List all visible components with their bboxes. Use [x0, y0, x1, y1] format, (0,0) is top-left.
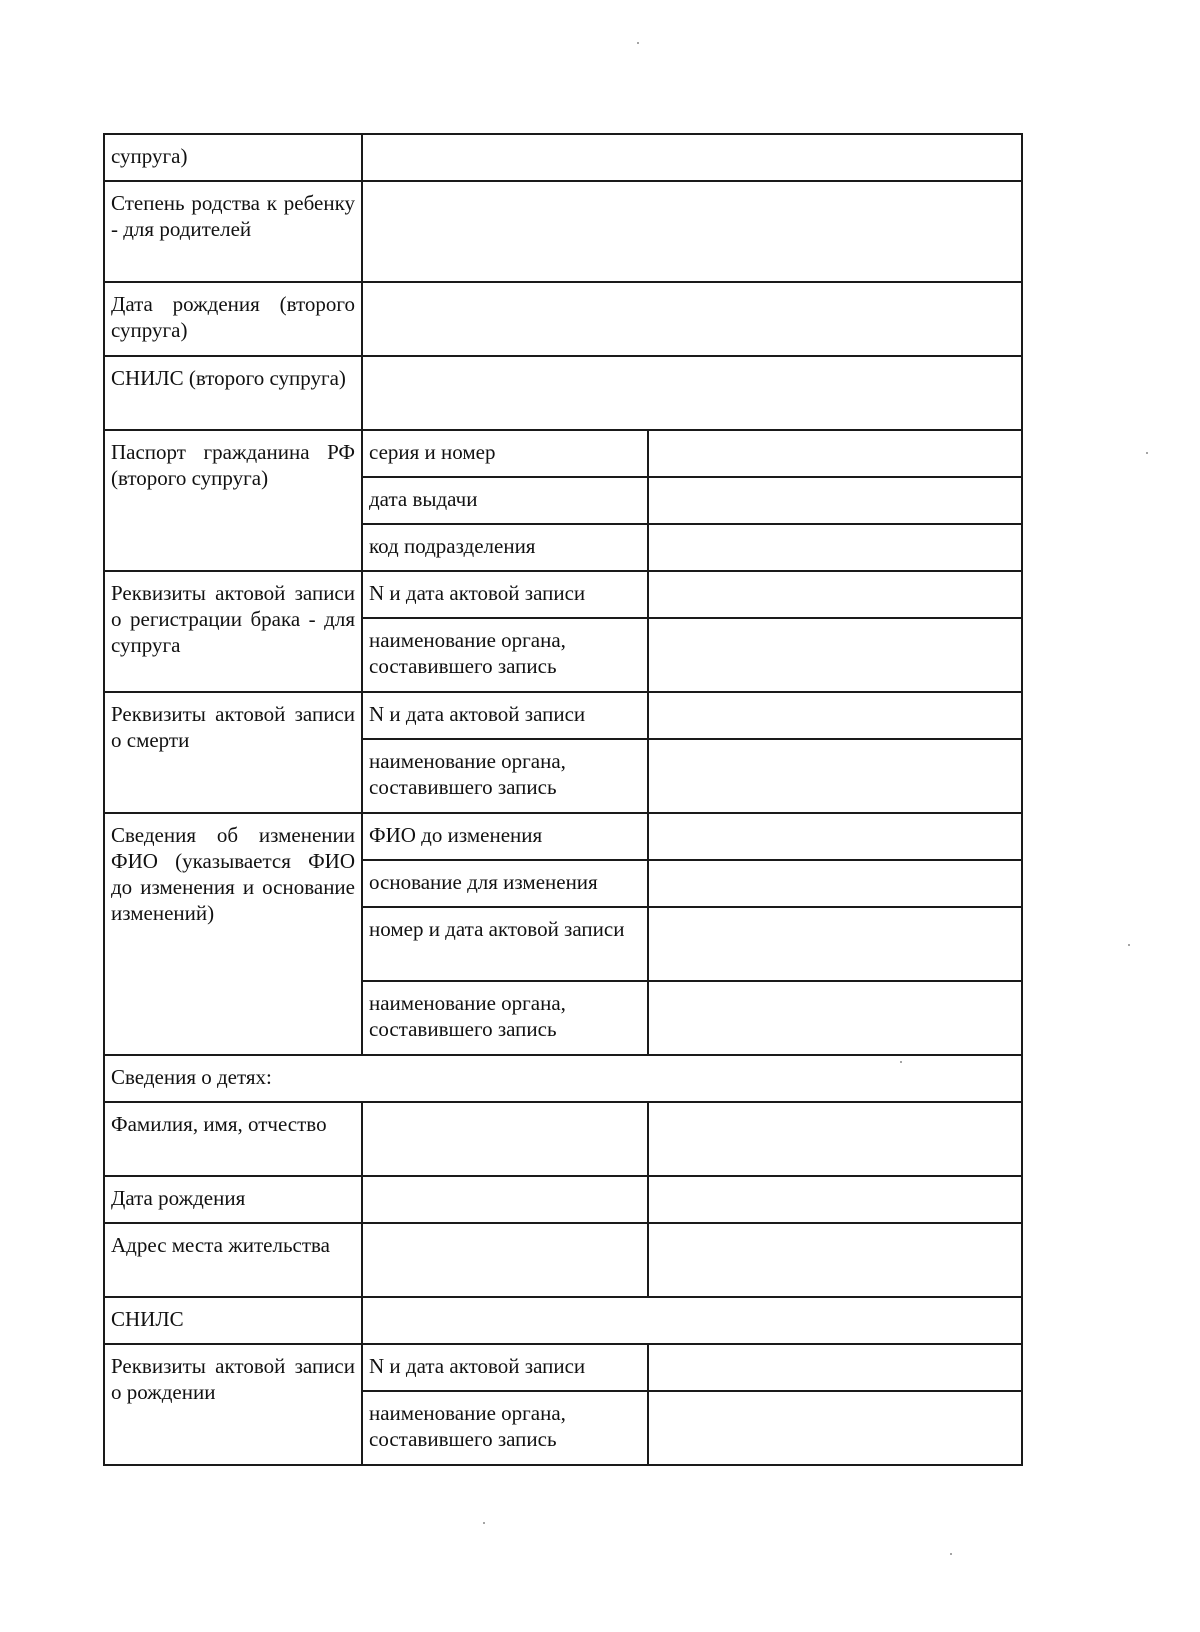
row-marriage-number-date — [104, 571, 1022, 618]
label-name-change: Сведения об изменении ФИО (указывается ФИО до изменения и основание изменений) — [104, 813, 362, 1055]
label-passport-division-code: код подразделения — [362, 524, 648, 571]
field-child-birth-date-b[interactable] — [648, 1176, 1022, 1223]
label-spouse-end: супруга) — [104, 134, 362, 181]
label-name-reason: основание для изменения — [362, 860, 648, 907]
label-snils-spouse: СНИЛС (второго супруга) — [104, 356, 362, 430]
row-child-full-name — [104, 1102, 1022, 1176]
label-death-number-date: N и дата актовой записи — [362, 692, 648, 739]
field-spouse-end[interactable] — [362, 134, 1022, 181]
scan-speck — [950, 1553, 952, 1555]
field-child-birth-date-a[interactable] — [362, 1176, 648, 1223]
row-birth-record-number-date — [104, 1344, 1022, 1391]
field-marriage-number-date[interactable] — [648, 571, 1022, 618]
label-child-address: Адрес места жительства — [104, 1223, 362, 1297]
scan-speck — [900, 1061, 902, 1063]
label-birth-date-spouse: Дата рождения (второго супруга) — [104, 282, 362, 356]
label-marriage-authority: наименование органа, составившего запись — [362, 618, 648, 692]
scan-speck — [1128, 944, 1130, 946]
label-name-authority: наименование органа, составившего запись — [362, 981, 648, 1055]
field-death-authority[interactable] — [648, 739, 1022, 813]
label-death-authority: наименование органа, составившего запись — [362, 739, 648, 813]
field-passport-division-code[interactable] — [648, 524, 1022, 571]
row-child-snils — [104, 1297, 1022, 1344]
field-name-authority[interactable] — [648, 981, 1022, 1055]
row-child-address — [104, 1223, 1022, 1297]
scan-speck — [1146, 452, 1148, 454]
row-children-header — [104, 1055, 1022, 1102]
field-name-before[interactable] — [648, 813, 1022, 860]
row-child-birth-date — [104, 1176, 1022, 1223]
field-snils-spouse[interactable] — [362, 356, 1022, 430]
field-birth-record-number-date[interactable] — [648, 1344, 1022, 1391]
field-child-address-a[interactable] — [362, 1223, 648, 1297]
field-name-reason[interactable] — [648, 860, 1022, 907]
label-name-before: ФИО до изменения — [362, 813, 648, 860]
label-marriage-number-date: N и дата актовой записи — [362, 571, 648, 618]
scan-speck — [637, 42, 639, 44]
label-passport-series-number: серия и номер — [362, 430, 648, 477]
label-passport: Паспорт гражданина РФ (второго супруга) — [104, 430, 362, 571]
row-snils-spouse — [104, 356, 1022, 430]
label-child-birth-date: Дата рождения — [104, 1176, 362, 1223]
field-passport-series-number[interactable] — [648, 430, 1022, 477]
row-birth-date-spouse — [104, 282, 1022, 356]
label-child-snils: СНИЛС — [104, 1297, 362, 1344]
label-birth-record-authority: наименование органа, составившего запись — [362, 1391, 648, 1465]
field-death-number-date[interactable] — [648, 692, 1022, 739]
field-kinship[interactable] — [362, 181, 1022, 282]
label-passport-issue-date: дата выдачи — [362, 477, 648, 524]
field-child-address-b[interactable] — [648, 1223, 1022, 1297]
row-kinship — [104, 181, 1022, 282]
field-passport-issue-date[interactable] — [648, 477, 1022, 524]
label-birth-record-number-date: N и дата актовой записи — [362, 1344, 648, 1391]
children-section-header: Сведения о детях: — [104, 1055, 1022, 1102]
field-marriage-authority[interactable] — [648, 618, 1022, 692]
label-birth-record: Реквизиты актовой записи о рождении — [104, 1344, 362, 1465]
row-passport-series — [104, 430, 1022, 477]
label-child-full-name: Фамилия, имя, отчество — [104, 1102, 362, 1176]
label-kinship: Степень родства к ребенку - для родителей — [104, 181, 362, 282]
field-name-record[interactable] — [648, 907, 1022, 981]
field-child-full-name-a[interactable] — [362, 1102, 648, 1176]
field-child-full-name-b[interactable] — [648, 1102, 1022, 1176]
row-death-number-date — [104, 692, 1022, 739]
field-birth-record-authority[interactable] — [648, 1391, 1022, 1465]
field-child-snils[interactable] — [362, 1297, 1022, 1344]
label-death-record: Реквизиты актовой записи о смерти — [104, 692, 362, 813]
form-table — [103, 133, 1023, 1466]
row-name-before — [104, 813, 1022, 860]
label-marriage-record: Реквизиты актовой записи о регистрации брака - для супруга — [104, 571, 362, 692]
row-spouse-end — [104, 134, 1022, 181]
scan-speck — [483, 1522, 485, 1524]
field-birth-date-spouse[interactable] — [362, 282, 1022, 356]
label-name-record: номер и дата актовой записи — [362, 907, 648, 981]
